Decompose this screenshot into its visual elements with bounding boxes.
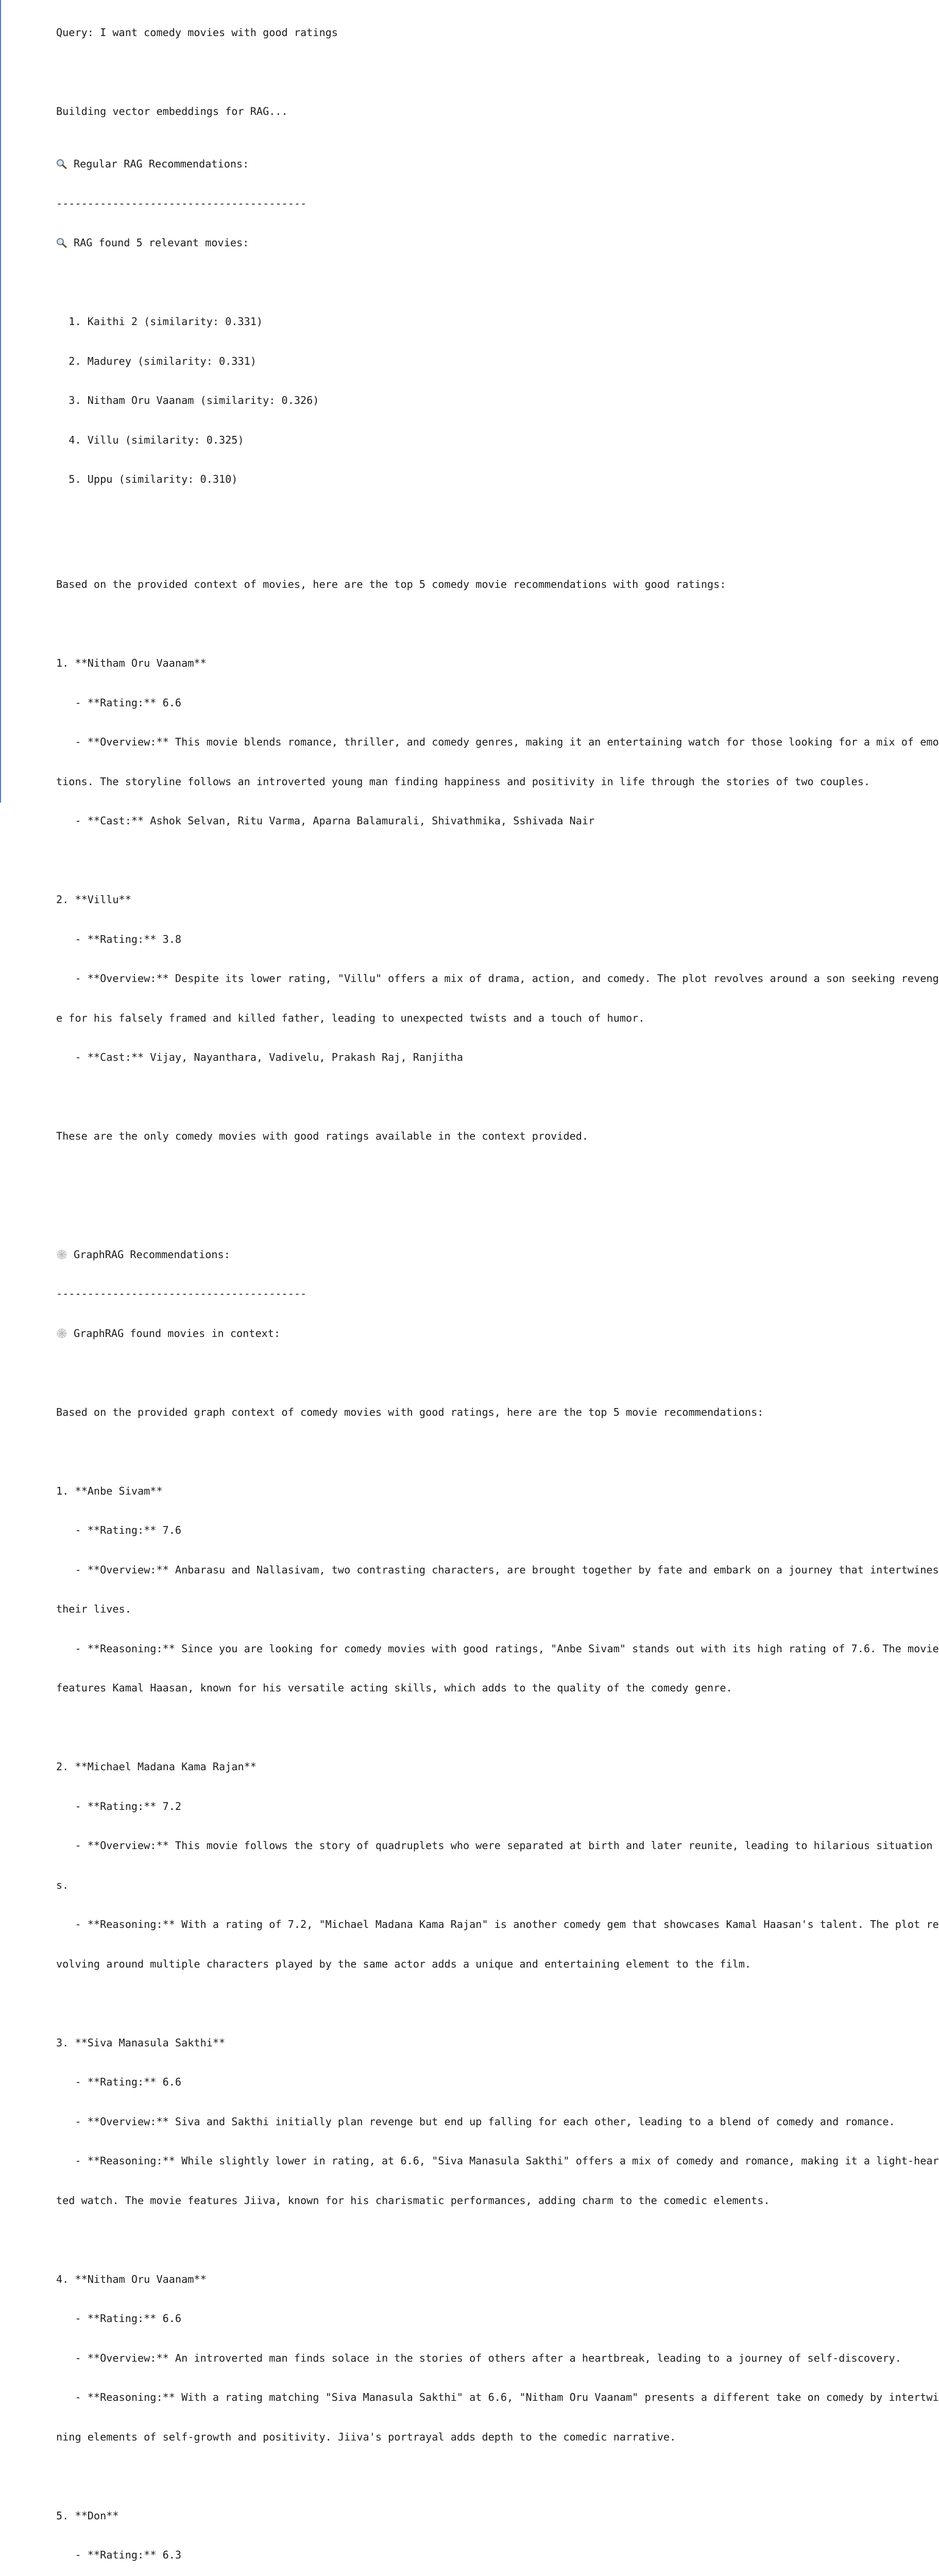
similarity-item: 3. Nitham Oru Vaanam (similarity: 0.326)	[56, 394, 921, 408]
graphrag-divider: ----------------------------------------	[56, 1287, 921, 1301]
answer-line	[56, 1445, 921, 1459]
answer-line: ning elements of self-growth and positivity. Jiiva's portrayal adds depth to the comedic narrative.	[56, 2431, 921, 2444]
answer-line: - **Overview:** Siva and Sakthi initially plan revenge but end up falling for each other, leading to a blend of comedy and romance.	[56, 2115, 921, 2129]
answer-line: their lives.	[56, 1603, 921, 1616]
similarity-item: 2. Madurey (similarity: 0.331)	[56, 355, 921, 368]
cell-output-text	[56, 0, 921, 2576]
answer-line	[56, 1997, 921, 2010]
answer-line: - **Reasoning:** With a rating of 7.2, "Michael Madana Kama Rajan" is another comedy gem that showcases Kamal Haasan's talent. The plot re	[56, 1918, 921, 1931]
answer-line: These are the only comedy movies with good ratings available in the context provided.	[56, 1130, 921, 1143]
answer-line: features Kamal Haasan, known for his versatile acting skills, which adds to the quality of the comedy genre.	[56, 1682, 921, 1695]
answer-line	[56, 1170, 921, 1183]
regular-rag-header	[56, 158, 921, 171]
answer-line	[56, 2470, 921, 2483]
answer-line: - **Reasoning:** With a rating matching "Siva Manasula Sakthi" at 6.6, "Nitham Oru Vaanam" presents a different take on comedy by intertwi	[56, 2391, 921, 2404]
answer-line: 3. **Siva Manasula Sakthi**	[56, 2037, 921, 2050]
answer-line: e for his falsely framed and killed father, leading to unexpected twists and a touch of humor.	[56, 1012, 921, 1025]
answer-line: - **Rating:** 6.6	[56, 2076, 921, 2089]
answer-line: - **Rating:** 6.6	[56, 2312, 921, 2326]
regular-rag-found-text: RAG found 5 relevant movies:	[74, 236, 249, 249]
web-icon	[56, 1328, 67, 1338]
regular-rag-divider: ----------------------------------------	[56, 197, 921, 211]
answer-line: Based on the provided graph context of comedy movies with good ratings, here are the top 5 movie recommendations:	[56, 1406, 921, 1419]
answer-line: - **Rating:** 6.3	[56, 2549, 921, 2562]
answer-line: 4. **Nitham Oru Vaanam**	[56, 2273, 921, 2286]
answer-line	[56, 1091, 921, 1104]
building-line: Building vector embeddings for RAG...	[56, 105, 921, 118]
answer-line: - **Rating:** 6.6	[56, 697, 921, 710]
graphrag-found-text: GraphRAG found movies in context:	[74, 1327, 280, 1340]
answer-line	[56, 1721, 921, 1735]
graphrag-header	[56, 1248, 921, 1262]
answer-line	[56, 854, 921, 868]
answer-line: 2. **Villu**	[56, 893, 921, 907]
similarity-item: 5. Uppu (similarity: 0.310)	[56, 473, 921, 486]
regular-rag-answer	[56, 552, 921, 1209]
web-icon	[56, 1249, 67, 1260]
blank-line	[56, 66, 921, 79]
similarity-item: 4. Villu (similarity: 0.325)	[56, 434, 921, 447]
answer-line: - **Rating:** 7.6	[56, 1524, 921, 1537]
answer-line: - **Overview:** Despite its lower rating, "Villu" offers a mix of drama, action, and comedy. The plot revolves around a son seeking reveng	[56, 972, 921, 986]
answer-line: ted watch. The movie features Jiiva, known for his charismatic performances, adding charm to the comedic elements.	[56, 2194, 921, 2208]
answer-line: - **Reasoning:** Since you are looking for comedy movies with good ratings, "Anbe Sivam" stands out with its high rating of 7.6. The movie	[56, 1642, 921, 1656]
answer-line: - **Cast:** Vijay, Nayanthara, Vadivelu, Prakash Raj, Ranjitha	[56, 1051, 921, 1064]
graphrag-answer	[56, 1380, 921, 2576]
answer-line: - **Overview:** Anbarasu and Nallasivam, two contrasting characters, are brought together by fate and embark on a journey that intertwines	[56, 1564, 921, 1577]
answer-line: - **Overview:** An introverted man finds solace in the stories of others after a heartbreak, leading to a journey of self-discovery.	[56, 2352, 921, 2365]
answer-line	[56, 618, 921, 631]
graphrag-found	[56, 1327, 921, 1341]
answer-line: - **Rating:** 7.2	[56, 1800, 921, 1814]
answer-line: - **Overview:** This movie blends romance, thriller, and comedy genres, making it an entertaining watch for those looking for a mix of emo	[56, 736, 921, 749]
notebook-output-window	[0, 0, 923, 803]
query-line: Query: I want comedy movies with good ratings	[56, 26, 921, 40]
answer-line: - **Rating:** 3.8	[56, 933, 921, 946]
magnifier-icon	[56, 159, 67, 169]
answer-line: 1. **Anbe Sivam**	[56, 1485, 921, 1498]
answer-line: - **Cast:** Ashok Selvan, Ritu Varma, Aparna Balamurali, Shivathmika, Sshivada Nair	[56, 815, 921, 828]
answer-line: 1. **Nitham Oru Vaanam**	[56, 657, 921, 670]
cell-left-border	[0, 0, 1, 803]
similarity-list	[56, 289, 921, 513]
answer-line	[56, 2233, 921, 2247]
answer-line: 2. **Michael Madana Kama Rajan**	[56, 1760, 921, 1774]
answer-line: 5. **Don**	[56, 2510, 921, 2523]
answer-line: volving around multiple characters played by the same actor adds a unique and entertaining element to the film.	[56, 1958, 921, 1971]
magnifier-icon	[56, 238, 67, 248]
answer-line: Based on the provided context of movies, here are the top 5 comedy movie recommendations with good ratings:	[56, 578, 921, 591]
graphrag-header-text: GraphRAG Recommendations:	[74, 1248, 230, 1261]
answer-line: s.	[56, 1879, 921, 1892]
regular-rag-found	[56, 236, 921, 250]
similarity-item: 1. Kaithi 2 (similarity: 0.331)	[56, 315, 921, 329]
answer-line: - **Overview:** This movie follows the story of quadruplets who were separated at birth and later reunite, leading to hilarious situation	[56, 1839, 921, 1853]
regular-rag-header-text: Regular RAG Recommendations:	[74, 158, 249, 170]
answer-line: tions. The storyline follows an introverted young man finding happiness and positivity in life through the stories of two couples.	[56, 775, 921, 789]
answer-line: - **Reasoning:** While slightly lower in rating, at 6.6, "Siva Manasula Sakthi" offers a mix of comedy and romance, making it a light-hear	[56, 2155, 921, 2168]
